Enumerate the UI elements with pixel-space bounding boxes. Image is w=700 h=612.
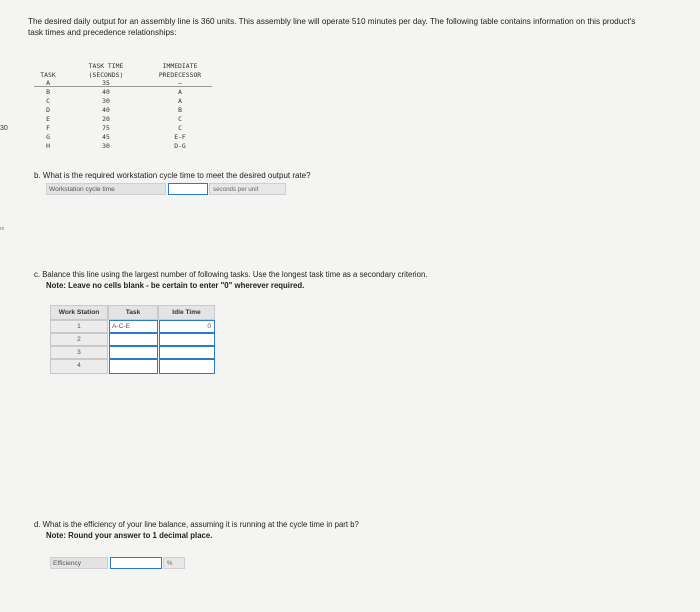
pred-cell: D-G [174,142,186,150]
cycle-time-label: Workstation cycle time [46,183,166,195]
question-d-text: d. What is the efficiency of your line balance, assuming it is running at the cycle time in part b? [34,520,359,529]
cycle-time-unit: seconds per unit [209,183,286,195]
question-d-note: Note: Round your answer to 1 decimal place. [46,531,213,540]
station-number: 3 [50,346,108,359]
station-number: 1 [50,320,108,333]
pred-cell: C [178,115,182,123]
question-c-note: Note: Leave no cells blank - be certain to enter "0" wherever required. [46,281,305,290]
time-cell: 30 [102,97,110,105]
efficiency-input[interactable] [110,557,162,569]
question-c-text: c. Balance this line using the largest number of following tasks. Use the longest task time as a secondary criterion. [34,270,428,279]
time-cell: 20 [102,115,110,123]
pred-cell: – [178,79,182,87]
header-idle: Idle Time [158,305,215,320]
task-input[interactable] [109,333,158,346]
efficiency-label: Efficiency [50,557,108,569]
header-time-line2: (SECONDS) [88,71,124,79]
header-time-line1: TASK TIME [88,62,124,70]
station-number: 2 [50,333,108,346]
task-input[interactable] [109,359,158,374]
time-cell: 75 [102,124,110,132]
margin-mark: rs [0,226,5,232]
idle-time-input[interactable] [159,333,215,346]
task-cell: F [46,124,50,132]
task-input[interactable] [109,346,158,359]
task-cell: H [46,142,50,150]
idle-time-input[interactable] [159,346,215,359]
header-task: Task [108,305,158,320]
header-station: Work Station [50,305,108,320]
time-cell: 40 [102,88,110,96]
task-cell: C [46,97,50,105]
idle-time-input[interactable]: 0 [159,320,215,333]
task-cell: B [46,88,50,96]
task-cell: A [46,79,50,87]
pred-cell: A [178,97,182,105]
pred-cell: C [178,124,182,132]
task-cell: G [46,133,50,141]
problem-intro: The desired daily output for an assembly line is 360 units. This assembly line will operate 510 minutes per day. The following table contains information on this product's task times and precedence relationships: [28,17,636,37]
task-cell: D [46,106,50,114]
header-pred-line1: IMMEDIATE [162,62,198,70]
time-cell: 40 [102,106,110,114]
task-input[interactable]: A-C-E [109,320,158,333]
pred-cell: A [178,88,182,96]
balance-grid [0,0,230,380]
header-pred-line2: PREDECESSOR [158,71,202,79]
station-number: 4 [50,359,108,374]
task-cell: E [46,115,50,123]
margin-number: 30 [0,125,8,132]
header-task: TASK [40,71,56,79]
time-cell: 45 [102,133,110,141]
question-b-text: b. What is the required workstation cycle time to meet the desired output rate? [34,171,311,180]
pred-cell: B [178,106,182,114]
idle-time-input[interactable] [159,359,215,374]
time-cell: 35 [102,79,110,87]
pred-cell: E-F [174,133,186,141]
efficiency-unit: % [163,557,185,569]
time-cell: 30 [102,142,110,150]
